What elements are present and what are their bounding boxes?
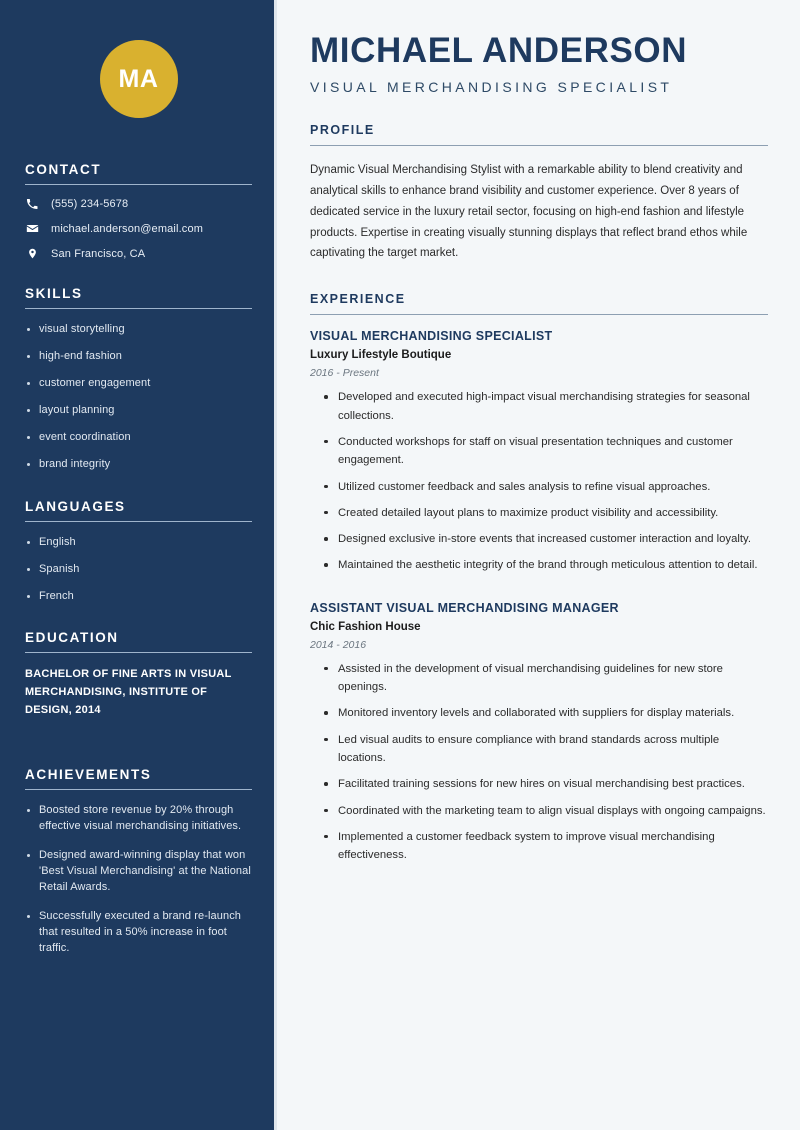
job-bullet-list xyxy=(310,660,768,865)
achievements-list xyxy=(25,803,252,957)
main-content xyxy=(277,0,800,1130)
list-item: Assisted in the development of visual merchandising guidelines for new store openings. xyxy=(324,660,768,697)
page-title: MICHAEL ANDERSON xyxy=(310,31,688,70)
list-item: Successfully executed a brand re-launch that resulted in a 50% increase in foot traffic. xyxy=(25,909,252,957)
contact-divider xyxy=(25,184,252,185)
list-item: Boosted store revenue by 20% through effective visual merchandising initiatives. xyxy=(25,803,252,835)
education-heading: EDUCATION xyxy=(25,630,119,646)
contact-section xyxy=(25,162,252,260)
contact-email-value: michael.anderson@email.com xyxy=(51,222,204,235)
list-item: Designed exclusive in-store events that increased customer interaction and loyalty. xyxy=(324,530,768,548)
education-section xyxy=(25,630,252,719)
experience-entry xyxy=(310,329,768,574)
list-item: Created detailed layout plans to maximize product visibility and accessibility. xyxy=(324,504,768,522)
experience-spacer xyxy=(310,583,768,601)
languages-heading: LANGUAGES xyxy=(25,498,126,514)
job-company: Chic Fashion House xyxy=(310,620,421,633)
achievements-section xyxy=(25,767,252,957)
experience-heading: EXPERIENCE xyxy=(310,292,406,307)
list-item: English xyxy=(25,535,252,551)
list-item: Conducted workshops for staff on visual presentation techniques and customer engagement. xyxy=(324,433,768,470)
list-item: visual storytelling xyxy=(25,322,252,338)
list-item: Coordinated with the marketing team to align visual displays with ongoing campaigns. xyxy=(324,802,768,820)
languages-section xyxy=(25,499,252,605)
job-dates: 2014 - 2016 xyxy=(310,638,367,651)
education-entry: BACHELOR OF FINE ARTS IN VISUAL MERCHANDISING, INSTITUTE OF DESIGN, 2014 xyxy=(25,668,232,716)
contact-location-row[interactable] xyxy=(25,247,252,260)
map-pin-icon xyxy=(25,247,39,260)
list-item: high-end fashion xyxy=(25,349,252,365)
list-item: Facilitated training sessions for new hires on visual merchandising best practices. xyxy=(324,775,768,793)
skills-heading: SKILLS xyxy=(25,286,83,301)
list-item: Monitored inventory levels and collaborated with suppliers for display materials. xyxy=(324,704,768,722)
contact-email-row[interactable] xyxy=(25,222,252,235)
profile-divider xyxy=(310,145,768,146)
list-item: event coordination xyxy=(25,430,252,446)
list-item: Utilized customer feedback and sales analysis to refine visual approaches. xyxy=(324,478,768,496)
job-title: ASSISTANT VISUAL MERCHANDISING MANAGER xyxy=(310,600,619,615)
achievements-heading: ACHIEVEMENTS xyxy=(25,767,152,783)
list-item: Designed award-winning display that won 'Best Visual Merchandising' at the National Retail Awards. xyxy=(25,848,252,896)
languages-divider xyxy=(25,521,252,522)
profile-section xyxy=(310,123,768,265)
envelope-icon xyxy=(25,222,39,235)
job-subtitle: VISUAL MERCHANDISING SPECIALIST xyxy=(310,78,673,95)
experience-section xyxy=(310,292,768,864)
list-item: brand integrity xyxy=(25,457,252,473)
skills-divider xyxy=(25,308,252,309)
education-divider xyxy=(25,652,252,653)
skills-list xyxy=(25,322,252,473)
sidebar xyxy=(0,0,277,1130)
list-item: layout planning xyxy=(25,403,252,419)
experience-entry xyxy=(310,601,768,865)
job-company: Luxury Lifestyle Boutique xyxy=(310,349,452,362)
avatar: MA xyxy=(100,40,178,118)
list-item: customer engagement xyxy=(25,376,252,392)
avatar-wrapper xyxy=(25,0,252,162)
list-item: Implemented a customer feedback system to improve visual merchandising effectiveness. xyxy=(324,828,768,865)
job-title: VISUAL MERCHANDISING SPECIALIST xyxy=(310,329,553,344)
achievements-divider xyxy=(25,789,252,790)
contact-phone-row[interactable] xyxy=(25,198,252,210)
job-bullet-list xyxy=(310,388,768,574)
list-item: Led visual audits to ensure compliance with brand standards across multiple locations. xyxy=(324,731,768,768)
phone-icon xyxy=(25,198,39,210)
skills-section xyxy=(25,286,252,473)
languages-list xyxy=(25,535,252,605)
profile-heading: PROFILE xyxy=(310,122,375,137)
contact-phone-value: (555) 234-5678 xyxy=(51,198,129,210)
list-item: Developed and executed high-impact visual merchandising strategies for seasonal collections. xyxy=(324,388,768,425)
job-dates: 2016 - Present xyxy=(310,367,379,380)
experience-divider xyxy=(310,314,768,315)
profile-text: Dynamic Visual Merchandising Stylist with a remarkable ability to blend creativity and analytical skills to enhance brand visibility and customer experience. Over 8 years of dedicated service in the luxury retail sector, focusing on high-end fashion and lifestyle products. Expertise in creating visually stunning displays that reflect brand ethos while captivating the target market. xyxy=(310,163,748,260)
list-item: Maintained the aesthetic integrity of the brand through meticulous attention to detail. xyxy=(324,556,768,574)
list-item: French xyxy=(25,589,252,605)
list-item: Spanish xyxy=(25,562,252,578)
contact-heading: CONTACT xyxy=(25,162,102,177)
contact-location-value: San Francisco, CA xyxy=(51,247,146,260)
